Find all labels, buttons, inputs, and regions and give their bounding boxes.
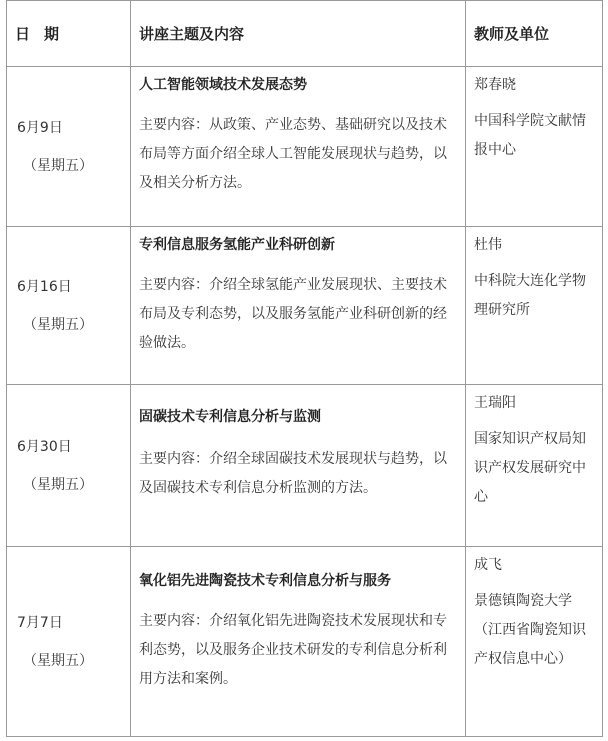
teacher-cell bbox=[466, 547, 603, 737]
topic-cell bbox=[131, 67, 466, 227]
lecture-date: 6月30日 bbox=[17, 438, 72, 455]
teacher-cell bbox=[466, 385, 603, 547]
lecture-title: 氧化铝先进陶瓷技术专利信息分析与服务 bbox=[139, 573, 391, 589]
lecture-content: 主要内容：介绍氧化铝先进陶瓷技术发展现状和专利态势，以及服务企业技术研发的专利信息分析利用方法和案例。 bbox=[139, 613, 447, 687]
table-row bbox=[7, 547, 603, 737]
lecture-content: 主要内容：从政策、产业态势、基础研究以及技术布局等方面介绍全球人工智能发展现状与趋势，以及相关分析方法。 bbox=[139, 117, 447, 191]
date-cell bbox=[7, 547, 131, 737]
teacher-cell bbox=[466, 67, 603, 227]
lecture-content: 主要内容：介绍全球氢能产业发展现状、主要技术布局及专利态势，以及服务氢能产业科研创新的经验做法。 bbox=[139, 277, 447, 351]
date-cell bbox=[7, 67, 131, 227]
teacher-unit: 景德镇陶瓷大学（江西省陶瓷知识产权信息中心） bbox=[474, 593, 586, 667]
lecture-title: 固碳技术专利信息分析与监测 bbox=[139, 409, 321, 425]
lecture-date: 7月7日 bbox=[17, 614, 63, 631]
topic-cell bbox=[131, 227, 466, 385]
teacher-unit: 国家知识产权局知识产权发展研究中心 bbox=[474, 431, 586, 505]
lecture-weekday: （星期五） bbox=[23, 157, 93, 174]
table-row bbox=[7, 385, 603, 547]
teacher-name: 杜伟 bbox=[474, 237, 502, 253]
lecture-date: 6月9日 bbox=[17, 119, 63, 136]
date-cell bbox=[7, 227, 131, 385]
header-topic: 讲座主题及内容 bbox=[131, 1, 466, 67]
teacher-cell bbox=[466, 227, 603, 385]
teacher-unit: 中国科学院文献情报中心 bbox=[474, 113, 586, 158]
lecture-content: 主要内容：介绍全球固碳技术发展现状与趋势，以及固碳技术专利信息分析监测的方法。 bbox=[139, 451, 447, 496]
topic-cell bbox=[131, 385, 466, 547]
lecture-title: 人工智能领域技术发展态势 bbox=[139, 77, 307, 93]
lecture-weekday: （星期五） bbox=[23, 476, 93, 493]
header-date: 日期 bbox=[7, 1, 131, 67]
teacher-name: 王瑞阳 bbox=[474, 395, 516, 411]
header-teacher: 教师及单位 bbox=[466, 1, 603, 67]
lecture-schedule-table bbox=[6, 0, 603, 737]
lecture-weekday: （星期五） bbox=[23, 316, 93, 333]
teacher-name: 郑春晓 bbox=[474, 77, 516, 93]
lecture-date: 6月16日 bbox=[17, 278, 72, 295]
teacher-unit: 中科院大连化学物理研究所 bbox=[474, 273, 586, 318]
topic-cell bbox=[131, 547, 466, 737]
lecture-title: 专利信息服务氢能产业科研创新 bbox=[139, 237, 335, 253]
table-row bbox=[7, 227, 603, 385]
table-row bbox=[7, 67, 603, 227]
lecture-weekday: （星期五） bbox=[23, 652, 93, 669]
table-header-row bbox=[7, 1, 603, 67]
date-cell bbox=[7, 385, 131, 547]
teacher-name: 成飞 bbox=[474, 557, 502, 573]
